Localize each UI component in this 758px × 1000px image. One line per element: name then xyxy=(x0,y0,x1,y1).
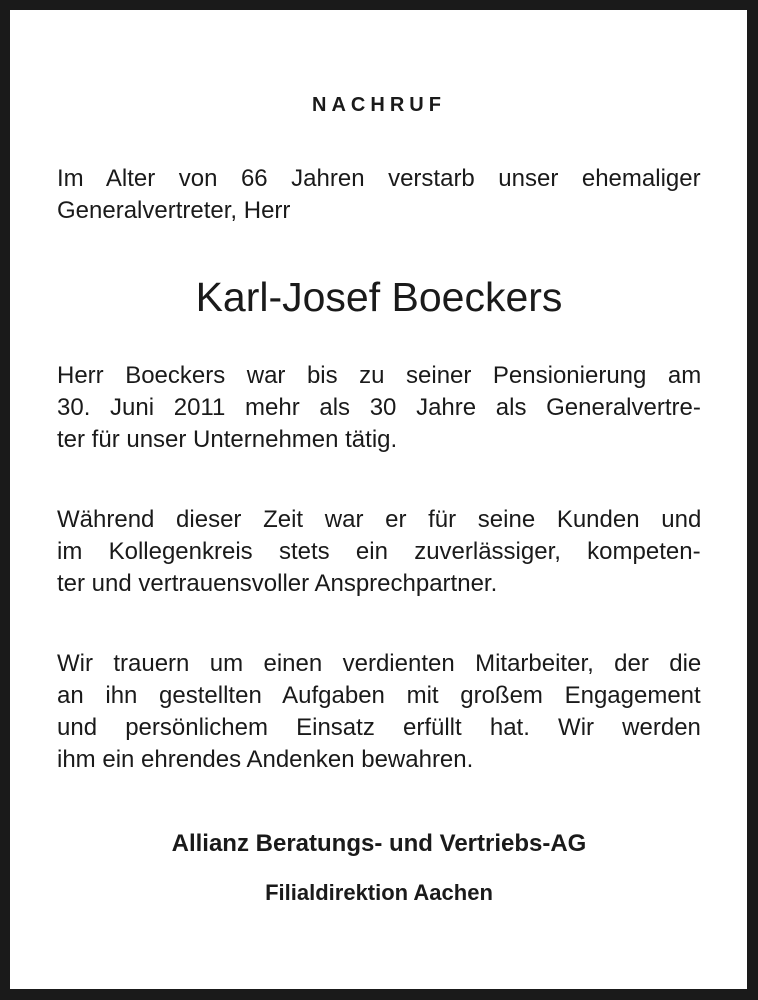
mourning-line-3: und persönlichem Einsatz erfüllt hat. Wir werden xyxy=(57,714,701,741)
branch-name: Filialdirektion Aachen xyxy=(265,880,493,905)
deceased-name: Karl-Josef Boeckers xyxy=(195,274,563,320)
career-line-1: Herr Boeckers war bis zu seiner Pensionierung am xyxy=(57,362,702,389)
character-line-3: ter und vertrauensvoller Ansprechpartner. xyxy=(57,570,498,597)
intro-paragraph xyxy=(57,163,701,227)
intro-line-1: Im Alter von 66 Jahren verstarb unser ehemaliger xyxy=(57,165,701,192)
character-line-1: Während dieser Zeit war er für seine Kunden und xyxy=(57,506,702,533)
career-paragraph xyxy=(57,360,701,456)
company-name: Allianz Beratungs- und Vertriebs-AG xyxy=(171,830,587,857)
mourning-line-4: ihm ein ehrendes Andenken bewahren. xyxy=(57,746,474,773)
character-line-2: im Kollegenkreis stets ein zuverlässiger, kompeten- xyxy=(57,538,701,565)
mourning-paragraph xyxy=(57,648,701,776)
character-paragraph xyxy=(57,504,701,600)
career-line-3: ter für unser Unternehmen tätig. xyxy=(57,426,398,453)
career-line-2: 30. Juni 2011 mehr als 30 Jahre als Generalvertre- xyxy=(57,394,701,421)
mourning-line-2: an ihn gestellten Aufgaben mit großem Engagement xyxy=(57,682,701,709)
obituary-heading: NACHRUF xyxy=(312,94,446,116)
intro-line-2: Generalvertreter, Herr xyxy=(57,197,291,224)
mourning-line-1: Wir trauern um einen verdienten Mitarbeiter, der die xyxy=(57,650,702,677)
